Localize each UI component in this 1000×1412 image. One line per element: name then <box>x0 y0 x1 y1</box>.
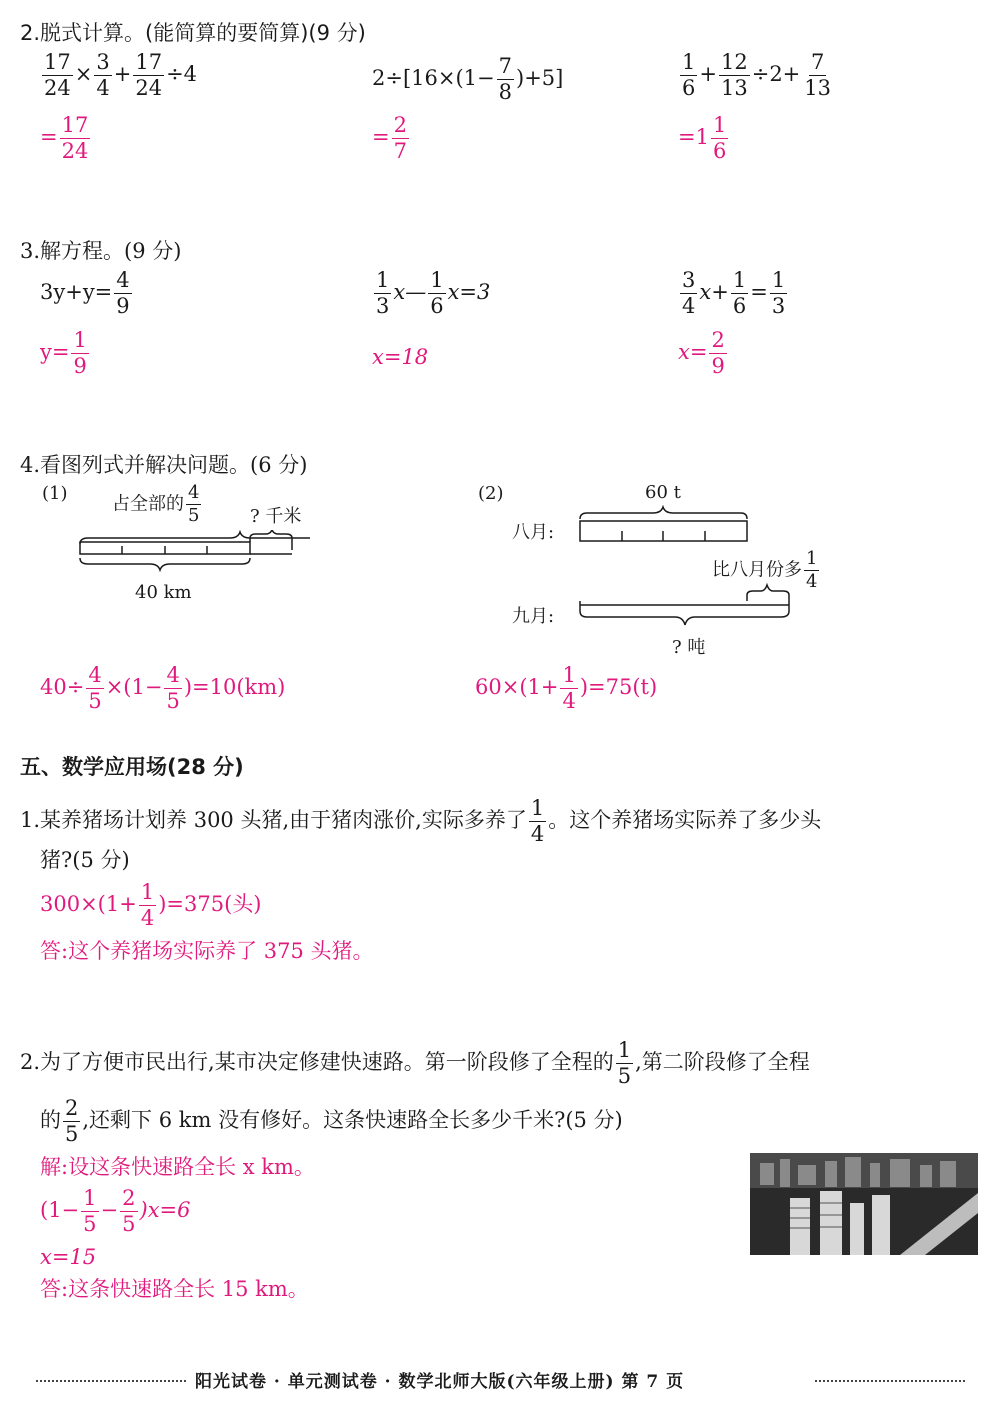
q4-p1-label: (1) <box>42 483 68 504</box>
q2-answer-1: = $\frac{17}{24}$ <box>40 113 89 163</box>
q4-p2-bottom-label: ? 吨 <box>672 637 706 658</box>
s5-q2-solution-3: x=15 <box>40 1245 97 1269</box>
q2-expr-3: $\frac{1}{6}$ + $\frac{12}{13}$ ÷2+ $\frac{7}{13}$ <box>682 50 832 100</box>
q4-p1-top-label: 占全部的 $\frac{4}{5}$ <box>112 482 200 526</box>
s5-q1-calc: 300×(1+ $\frac{1}{4}$ )=375(头) <box>40 880 262 930</box>
s5-q2-line1: 2.为了方便市民出行,某市决定修建快速路。第一阶段修了全程的 $\frac{1}{5}$ ,第二阶段修了全程 <box>20 1038 810 1088</box>
q4-p2-top-label: 60 t <box>645 482 681 503</box>
footer-text: 阳光试卷 · 单元测试卷 · 数学北师大版(六年级上册) 第 7 页 <box>195 1372 685 1392</box>
s5-q2-answer: 答:这条快速路全长 15 km。 <box>40 1277 309 1301</box>
q4-p2-row2-label: 九月: <box>512 606 555 627</box>
q2-answer-3: =1 $\frac{1}{6}$ <box>678 113 727 163</box>
brace-extra <box>747 585 789 611</box>
s5-q1-line1: 1.某养猪场计划养 300 头猪,由于猪肉涨价,实际多养了 $\frac{1}{4}$ 。这个养猪场实际养了多少头 <box>20 796 822 846</box>
q4-p1-right-label: ? 千米 <box>250 506 302 527</box>
footer-dots-left <box>36 1380 186 1382</box>
city-photo <box>750 1153 978 1255</box>
q3-answer-1: y= $\frac{1}{9}$ <box>40 328 87 378</box>
q2-expr-1: $\frac{17}{24}$ × $\frac{3}{4}$ + $\frac{17}{24}$ ÷4 <box>44 50 198 100</box>
q4-p2-label: (2) <box>478 483 504 504</box>
q2-expr-2: 2÷[16×(1− $\frac{7}{8}$ )+5] <box>372 54 564 104</box>
q3-answer-2: x=18 <box>372 345 429 369</box>
q4-p2-row1-label: 八月: <box>512 522 555 543</box>
q4-p2-more-label: 比八月份多 $\frac{1}{4}$ <box>712 548 818 592</box>
q4-title: 4.看图列式并解决问题。(6 分) <box>20 453 308 477</box>
q3-eq-1: 3y+y= $\frac{4}{9}$ <box>40 268 130 318</box>
q4-p1-bottom-label: 40 km <box>135 582 192 603</box>
s5-q2-line2: 的 $\frac{2}{5}$ ,还剩下 6 km 没有修好。这条快速路全长多少千米?(5 分) <box>40 1096 623 1146</box>
brace-bottom <box>80 558 250 570</box>
city-skyline-image <box>750 1153 978 1255</box>
brace-sep-bottom <box>580 611 789 625</box>
footer-dots-right <box>815 1380 965 1382</box>
q2-answer-2: = $\frac{2}{7}$ <box>372 113 407 163</box>
q4-p2-diagram <box>575 505 805 635</box>
s5-q1-line2: 猪?(5 分) <box>40 848 130 872</box>
s5-q2-solution-1: 解:设这条快速路全长 x km。 <box>40 1155 315 1179</box>
s5-q2-solution-2: (1− $\frac{1}{5}$ − $\frac{2}{5}$ )x=6 <box>40 1186 191 1236</box>
q3-eq-3: $\frac{3}{4}$ x+ $\frac{1}{6}$ = $\frac{1}{3}$ <box>682 268 786 318</box>
s5-q1-answer: 答:这个养猪场实际养了 375 头猪。 <box>40 939 374 963</box>
brace-aug-top <box>580 507 747 519</box>
q4-p2-answer: 60×(1+ $\frac{1}{4}$ )=75(t) <box>475 663 658 713</box>
q3-answer-3: x= $\frac{2}{9}$ <box>678 328 725 378</box>
q3-title: 3.解方程。(9 分) <box>20 239 182 263</box>
q2-title: 2.脱式计算。(能简算的要简算)(9 分) <box>20 21 366 45</box>
s5-title: 五、数学应用场(28 分) <box>20 755 244 779</box>
q3-eq-2: $\frac{1}{3}$ x— $\frac{1}{6}$ x=3 <box>376 268 491 318</box>
q4-p1-answer: 40÷ $\frac{4}{5}$ ×(1− $\frac{4}{5}$ )=10(km) <box>40 663 286 713</box>
q4-p1-diagram <box>70 530 310 578</box>
